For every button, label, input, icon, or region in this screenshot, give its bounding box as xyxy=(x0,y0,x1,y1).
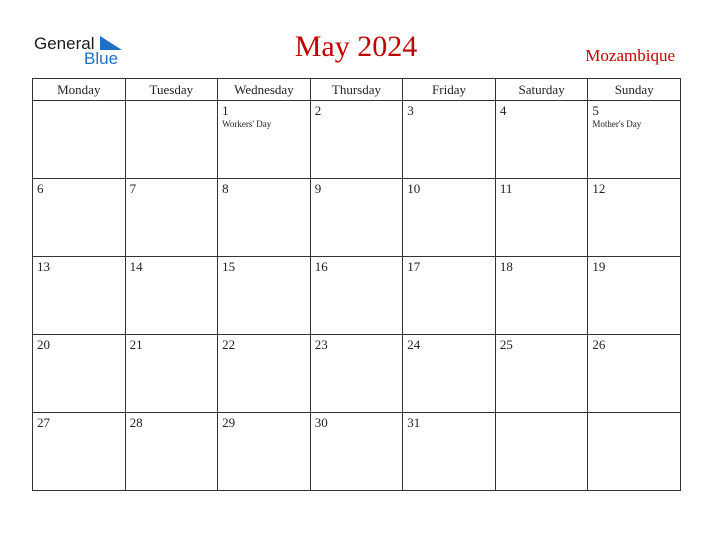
day-number: 11 xyxy=(499,181,513,196)
weekday-header: Wednesday xyxy=(218,79,311,101)
day-number: 20 xyxy=(37,337,50,352)
day-cell xyxy=(125,413,218,491)
day-number: 25 xyxy=(499,337,513,352)
day-number: 22 xyxy=(222,337,236,352)
day-cell xyxy=(125,179,218,257)
day-cell xyxy=(403,413,496,491)
day-number: 8 xyxy=(222,181,229,196)
day-number: 15 xyxy=(222,259,236,274)
weekday-header: Monday xyxy=(33,79,126,101)
logo-text-blue: Blue xyxy=(84,49,119,68)
week-row xyxy=(33,413,681,491)
day-cell xyxy=(403,101,496,179)
day-cell xyxy=(310,179,403,257)
day-number: 2 xyxy=(314,103,322,118)
holiday-label: Mother's Day xyxy=(592,119,642,129)
day-cell xyxy=(218,101,311,179)
day-cell xyxy=(588,413,681,491)
day-cell xyxy=(495,413,588,491)
day-cell xyxy=(495,101,588,179)
day-cell xyxy=(310,413,403,491)
calendar-title: May 2024 xyxy=(294,30,418,63)
day-number: 9 xyxy=(314,181,322,196)
day-number: 14 xyxy=(129,259,143,274)
day-cell xyxy=(125,101,218,179)
logo-text-general: General xyxy=(34,34,95,53)
day-number: 1 xyxy=(222,103,229,118)
day-cell xyxy=(403,335,496,413)
day-cell xyxy=(125,335,218,413)
day-cell xyxy=(310,335,403,413)
weekday-header-row xyxy=(33,79,681,101)
weekday-header: Thursday xyxy=(310,79,403,101)
day-number: 10 xyxy=(407,181,421,196)
day-cell xyxy=(588,335,681,413)
day-number: 19 xyxy=(592,259,606,274)
day-number: 4 xyxy=(499,103,507,118)
day-number: 6 xyxy=(37,181,44,196)
day-number: 3 xyxy=(407,103,414,118)
day-number: 12 xyxy=(592,181,606,196)
day-number: 17 xyxy=(407,259,421,274)
day-cell xyxy=(218,335,311,413)
weekday-header: Saturday xyxy=(495,79,588,101)
day-cell xyxy=(310,257,403,335)
day-number: 29 xyxy=(222,415,236,430)
country-name: Mozambique xyxy=(585,46,675,65)
day-number: 7 xyxy=(129,181,137,196)
day-cell xyxy=(33,335,126,413)
holiday-label: Workers' Day xyxy=(222,119,272,129)
day-cell xyxy=(33,101,126,179)
day-cell xyxy=(125,257,218,335)
week-row xyxy=(33,101,681,179)
day-number: 23 xyxy=(314,337,328,352)
day-cell xyxy=(218,413,311,491)
day-cell xyxy=(403,257,496,335)
day-number: 5 xyxy=(592,103,599,118)
weekday-header: Friday xyxy=(403,79,496,101)
day-cell xyxy=(495,335,588,413)
day-number: 18 xyxy=(499,259,513,274)
day-cell xyxy=(310,101,403,179)
weekday-header: Tuesday xyxy=(125,79,218,101)
day-cell xyxy=(218,257,311,335)
day-cell xyxy=(33,257,126,335)
day-cell xyxy=(33,179,126,257)
day-number: 21 xyxy=(129,337,143,352)
day-cell xyxy=(588,101,681,179)
day-number: 24 xyxy=(407,337,421,352)
week-row xyxy=(33,179,681,257)
day-cell xyxy=(218,179,311,257)
day-cell xyxy=(588,179,681,257)
day-number: 16 xyxy=(314,259,328,274)
day-number: 13 xyxy=(37,259,50,274)
day-cell xyxy=(495,257,588,335)
day-number: 30 xyxy=(314,415,328,430)
week-row xyxy=(33,257,681,335)
day-cell xyxy=(403,179,496,257)
day-number: 27 xyxy=(37,415,50,430)
week-row xyxy=(33,335,681,413)
day-cell xyxy=(33,413,126,491)
day-number: 31 xyxy=(407,415,421,430)
day-cell xyxy=(495,179,588,257)
weekday-header: Sunday xyxy=(588,79,681,101)
day-number: 26 xyxy=(592,337,606,352)
calendar-grid xyxy=(32,78,681,491)
day-cell xyxy=(588,257,681,335)
day-number: 28 xyxy=(129,415,143,430)
